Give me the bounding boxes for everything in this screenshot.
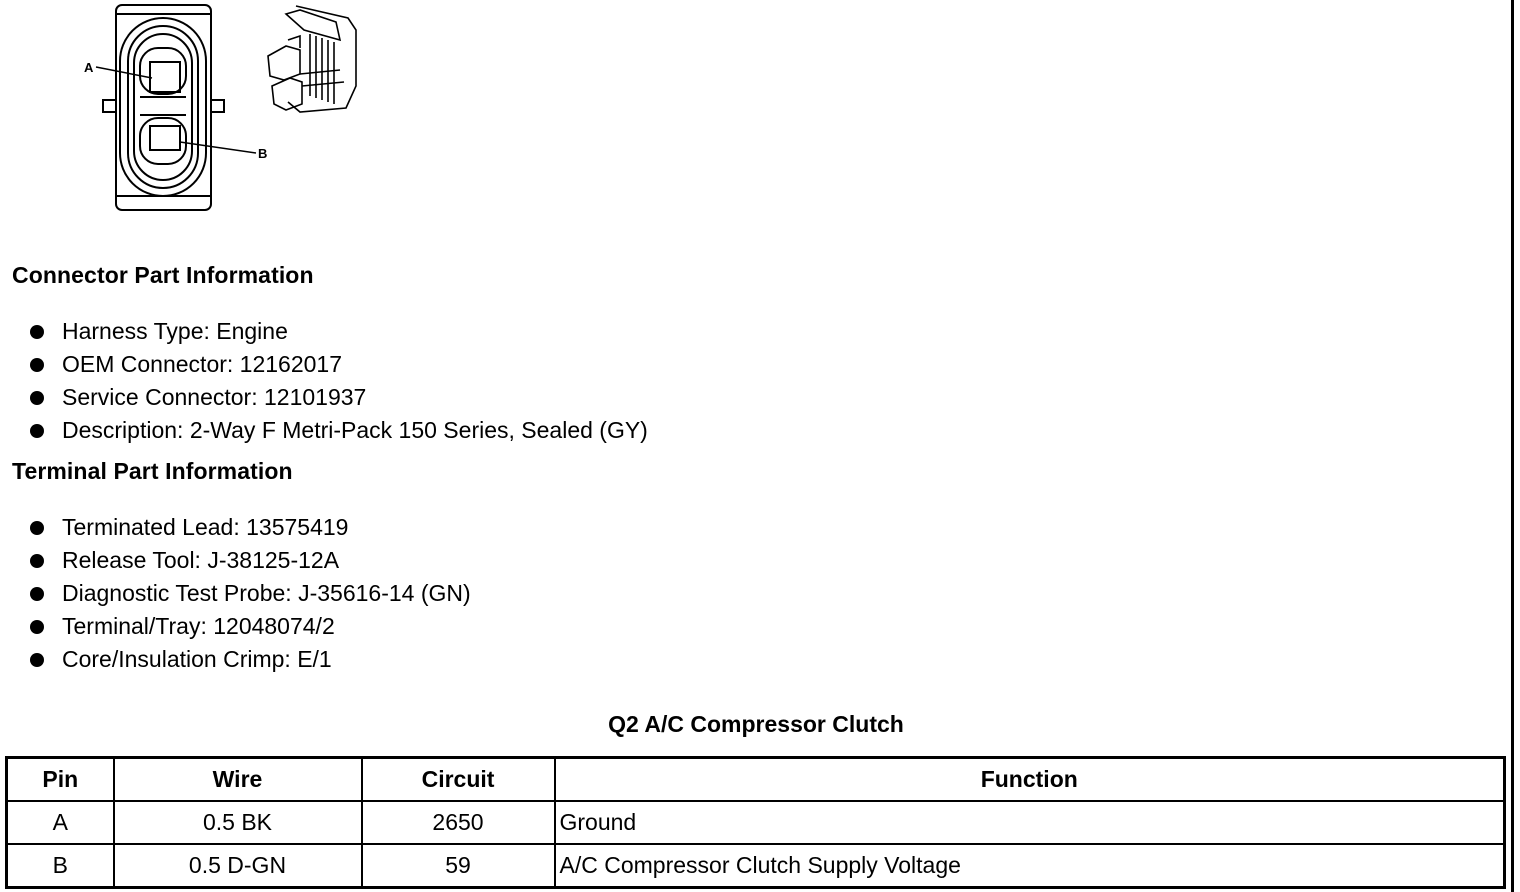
bullet-icon bbox=[30, 424, 44, 438]
cell-circuit: 59 bbox=[362, 844, 555, 888]
bullet-icon bbox=[30, 325, 44, 339]
cell-circuit: 2650 bbox=[362, 801, 555, 844]
table-header-row bbox=[7, 758, 1505, 802]
list-item: Release Tool: J-38125-12A bbox=[0, 544, 471, 577]
list-item: Terminal/Tray: 12048074/2 bbox=[0, 610, 471, 643]
cell-pin: B bbox=[7, 844, 114, 888]
list-item: Core/Insulation Crimp: E/1 bbox=[0, 643, 471, 676]
table-row bbox=[7, 844, 1505, 888]
pin-a-label: A bbox=[84, 60, 94, 75]
page-right-border bbox=[1511, 0, 1514, 892]
connector-diagram bbox=[0, 0, 380, 225]
cell-wire: 0.5 BK bbox=[114, 801, 362, 844]
list-item: OEM Connector: 12162017 bbox=[0, 348, 648, 381]
bullet-icon bbox=[30, 391, 44, 405]
header-wire: Wire bbox=[114, 758, 362, 802]
terminal-part-information-heading: Terminal Part Information bbox=[12, 458, 293, 484]
table-title: Q2 A/C Compressor Clutch bbox=[608, 711, 904, 737]
bullet-icon bbox=[30, 653, 44, 667]
list-item: Service Connector: 12101937 bbox=[0, 381, 648, 414]
connector-part-information-heading: Connector Part Information bbox=[12, 262, 314, 288]
bullet-icon bbox=[30, 521, 44, 535]
cell-function: Ground bbox=[555, 801, 1505, 844]
connector-face-view bbox=[103, 5, 224, 210]
cell-wire: 0.5 D-GN bbox=[114, 844, 362, 888]
header-function: Function bbox=[555, 758, 1505, 802]
connector-side-view bbox=[268, 6, 356, 112]
pin-b-label: B bbox=[258, 146, 268, 161]
pinout-table bbox=[5, 756, 1506, 889]
terminal-part-list bbox=[0, 511, 471, 676]
bullet-icon bbox=[30, 587, 44, 601]
cell-function: A/C Compressor Clutch Supply Voltage bbox=[555, 844, 1505, 888]
list-item: Terminated Lead: 13575419 bbox=[0, 511, 471, 544]
bullet-icon bbox=[30, 554, 44, 568]
table-row bbox=[7, 801, 1505, 844]
list-item: Description: 2-Way F Metri-Pack 150 Series, Sealed (GY) bbox=[0, 414, 648, 447]
cell-pin: A bbox=[7, 801, 114, 844]
header-circuit: Circuit bbox=[362, 758, 555, 802]
list-item: Diagnostic Test Probe: J-35616-14 (GN) bbox=[0, 577, 471, 610]
connector-part-list bbox=[0, 315, 648, 447]
bullet-icon bbox=[30, 620, 44, 634]
list-item: Harness Type: Engine bbox=[0, 315, 648, 348]
bullet-icon bbox=[30, 358, 44, 372]
header-pin: Pin bbox=[7, 758, 114, 802]
